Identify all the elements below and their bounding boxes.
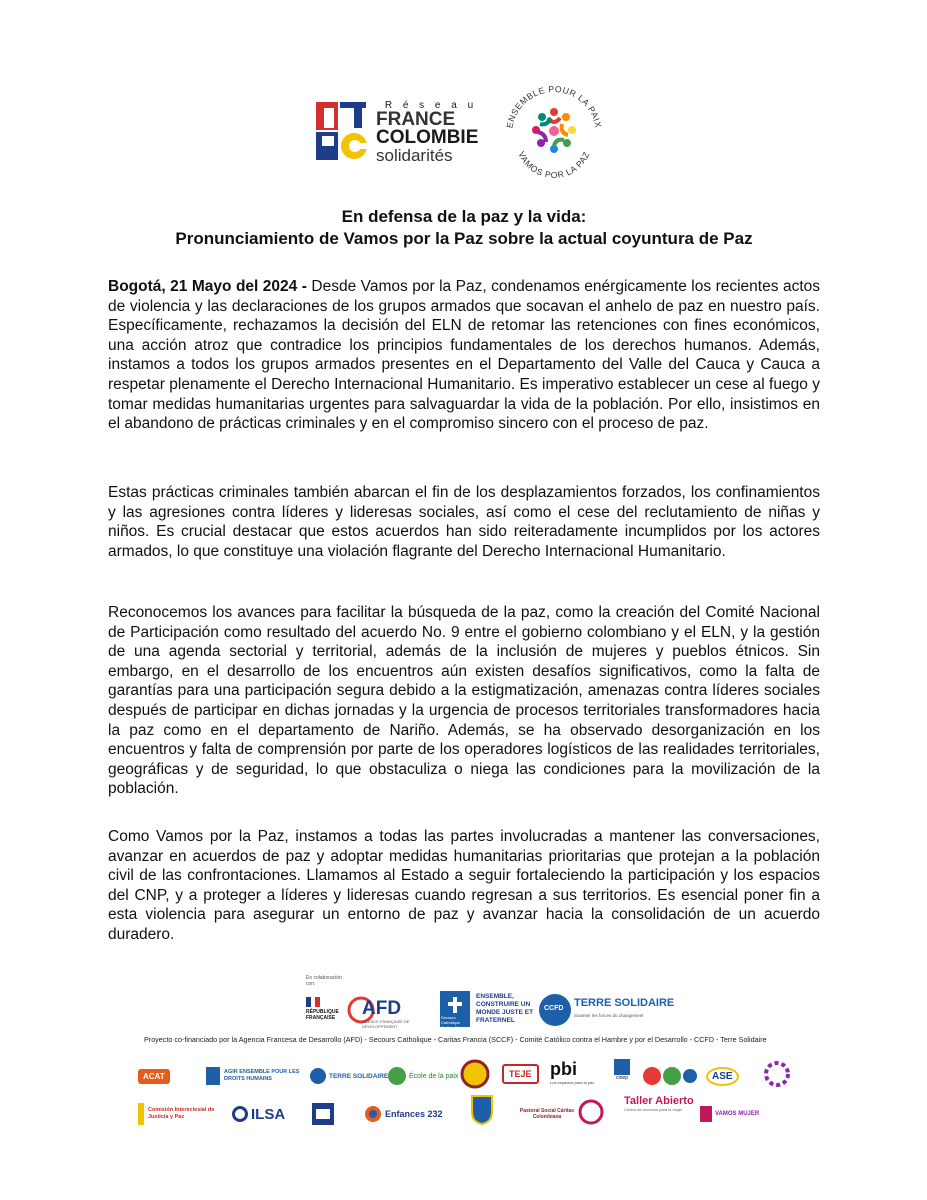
partner-ecole-paix — [388, 1061, 458, 1091]
ilsa-icon — [232, 1106, 248, 1122]
partner-ilsa-label: ILSA — [251, 1105, 286, 1123]
vamos-top-arc: ENSEMBLE POUR LA PAIX — [504, 83, 604, 129]
paragraph-1 — [108, 277, 820, 434]
partner-teje-label: TEJE — [502, 1064, 539, 1084]
partner-unesco — [312, 1099, 334, 1129]
ccfd-label: CCFD — [544, 1005, 564, 1012]
vamos-figures-icon — [532, 108, 576, 153]
partner-acat — [138, 1061, 170, 1091]
wreath-icon — [762, 1059, 792, 1089]
dateline: Bogotá, 21 Mayo del 2024 - — [108, 278, 307, 295]
partner-ilsa — [232, 1099, 285, 1129]
terre-sub-label: Soutenir les forces du changement — [574, 1013, 644, 1018]
partner-taller-sub: Centro de recursos para la mujer — [624, 1107, 683, 1112]
partner-seal — [460, 1059, 490, 1089]
partner-ase — [706, 1061, 739, 1091]
svg-text:VAMOS POR LA PAZ — [516, 150, 591, 180]
paragraph-4: Como Vamos por la Paz, instamos a todas las partes involucradas a mantener las conversaciones, avanzar en acuerdos de paz y adoptar medidas humanitarias prioritarias que protejan a la población civil de las confrontaciones. Llamamos al Estado a seguir fortaleciendo la participación y los espacios del CNP, y a proteger a líderes y lideresas cuando regresan a sus territorios. Es esencial poner fin a esta violencia para asegurar un entorno de paz y avanzar hacia la consolidación de un acuerdo duradero. — [108, 828, 820, 943]
shield-icon — [470, 1094, 494, 1126]
justicia-paz-icon — [138, 1103, 144, 1125]
partner-pbi-sub: Los espacios para la paz — [550, 1080, 595, 1085]
rfcs-colombie: COLOMBIE — [376, 127, 479, 148]
partner-terre-solidaire — [310, 1061, 388, 1091]
paragraph-1-text: Desde Vamos por la Paz, condenamos enérgicamente los recientes actos de violencia y las declaraciones de los grupos armados que socavan el anhelo de paz en nuestro país. Específicamente, rechazamos la decisión del ELN de retomar las retenciones con fines económicos, una acción atroz que contradice los principios fundamentales de los derechos humanos. Además, instamos a todos los grupos armados presentes en el Departamento del Valle del Cauca y Cauca a respetar plenamente el Derecho Internacional Humanitario. Es imperativo establecer un cese al fuego y tomar medidas humanitarias urgentes para salvaguardar la vida de la población. Por ello, insistimos en el abandono de prácticas criminales y en el compromiso sincero con el proceso de paz. — [108, 278, 820, 433]
french-flag-icon — [306, 997, 320, 1007]
title-line-2: Pronunciamiento de Vamos por la Paz sobre la actual coyuntura de Paz — [175, 229, 753, 248]
secours-catholique-logo — [440, 991, 536, 1029]
afd-label: AFD — [362, 998, 402, 1019]
funders-caption: Proyecto co-financiado por la Agencia Francesa de Desarrollo (AFD) - Secours Catholique - Caritas Francia (SCCF) - Comité Católico contra el Hambre y por el Desarrollo - CCFD - Terre Solidaire — [144, 1035, 767, 1044]
rfcs-reseau: R é s e a u — [384, 100, 478, 111]
circle-logo-icon — [578, 1099, 604, 1125]
partner-agir-label: AGIR ENSEMBLE POUR LES DROITS HUMAINS — [224, 1069, 300, 1082]
unesco-icon — [312, 1103, 334, 1125]
ccfd-terre-solidaire-logo — [538, 991, 675, 1029]
partner-terre-label: TERRE SOLIDAIRE — [329, 1072, 389, 1080]
cinep-icon — [614, 1059, 630, 1075]
republique-label: RÉPUBLIQUE FRANÇAISE — [306, 1009, 339, 1021]
ecole-paix-icon — [388, 1067, 406, 1085]
title-line-1: En defensa de la paz y la vida: — [341, 207, 587, 226]
partner-justicia-paz — [138, 1099, 218, 1129]
rfcs-mark-icon — [314, 100, 370, 162]
partner-ecole-label: École de la paix — [409, 1072, 459, 1080]
partner-enfances-232 — [364, 1099, 443, 1129]
partner-pastoral-social — [514, 1099, 580, 1129]
collab-label: En colaboración con: — [306, 975, 342, 987]
afd-sub-label: AGENCE FRANÇAISE DE DÉVELOPPEMENT — [362, 1019, 410, 1029]
terre-solidaire-icon — [310, 1068, 326, 1084]
agir-ensemble-icon — [206, 1067, 220, 1085]
header-logos — [0, 82, 927, 182]
page-title — [108, 206, 820, 250]
rfcs-france: FRANCE — [376, 109, 456, 130]
partner-teje — [502, 1059, 539, 1089]
vamos-por-la-paz-logo — [500, 82, 608, 182]
paragraph-3: Reconocemos los avances para facilitar la búsqueda de la paz, como la creación del Comité Nacional de Participación como resultado del acuerdo No. 9 entre el gobierno colombiano y el ELN, y la gestión de una agenda sectorial y territorial, además de la inclusión de mujeres y pueblos étnicos. Sin embargo, en el desarrollo de los encuentros aún existen desafíos significativos, como la falta de garantías para una participación segura debido a la estigmatización, amenazas contra líderes sociales después de participar en dichas jornadas y la urgencia de procesos territoriales transformadores hacia la paz como en el departamento de Nariño. Además, se ha observado desorganización en los encuentros y falta de comprensión por parte de los operadores logísticos de las realidades territoriales, geográficas y de seguridad, lo que obstaculiza o niega las condiciones para la movilización de la población. — [108, 604, 820, 798]
vamos-mujer-icon — [700, 1106, 712, 1122]
terre-solidaire-label: TERRE SOLIDAIRE — [574, 997, 675, 1009]
partner-ase-label: ASE — [706, 1067, 739, 1086]
partner-pbi-label: pbi — [550, 1059, 577, 1079]
seal-icon — [460, 1059, 490, 1089]
partner-fifty — [642, 1061, 698, 1091]
partner-wreath — [762, 1059, 792, 1089]
paragraph-2: Estas prácticas criminales también abarcan el fin de los desplazamientos forzados, los confinamientos y las agresiones contra líderes y lideresas sociales, así como el cese del reclutamiento de niñas y niños. Es crucial destacar que estos acuerdos han sido reiteradamente incumplidos por los actores armados, lo que constituye una violación flagrante del Derecho Internacional Humanitario. — [108, 484, 820, 560]
partner-vamos-mujer — [700, 1099, 759, 1129]
partner-circle-logo — [578, 1097, 604, 1127]
rfcs-solidarites: solidarités — [376, 146, 453, 165]
enfances-icon — [364, 1105, 382, 1123]
partner-justicia-label: Comisión Intereclesial de Justicia y Paz — [148, 1107, 215, 1120]
secours-label: Secours Catholique Caritas France — [441, 1015, 468, 1030]
anniversary-icons — [642, 1064, 698, 1088]
partner-acat-label: ACAT — [138, 1069, 170, 1084]
partner-pbi — [550, 1059, 594, 1089]
partner-cinep — [614, 1059, 630, 1089]
afd-logo — [306, 991, 426, 1029]
partner-agir-ensemble — [206, 1061, 302, 1091]
rfcs-logo — [314, 100, 484, 166]
vamos-bottom-arc: VAMOS POR LA PAZ — [516, 149, 592, 181]
partner-shield — [470, 1095, 494, 1125]
partner-enfances-label: Enfances 232 — [385, 1109, 443, 1119]
partner-taller-abierto — [624, 1095, 694, 1125]
partner-taller-label: Taller Abierto — [624, 1095, 694, 1107]
partner-cinep-label: cinep — [616, 1075, 628, 1081]
partner-pastoral-label: Pastoral Social Cáritas Colombiana — [519, 1108, 575, 1120]
ensemble-label: ENSEMBLE, CONSTRUIRE UN MONDE JUSTE ET FRATERNEL — [476, 993, 534, 1024]
footer-sponsors — [130, 975, 800, 1135]
partner-vamos-mujer-label: VAMOS MUJER — [715, 1111, 760, 1117]
